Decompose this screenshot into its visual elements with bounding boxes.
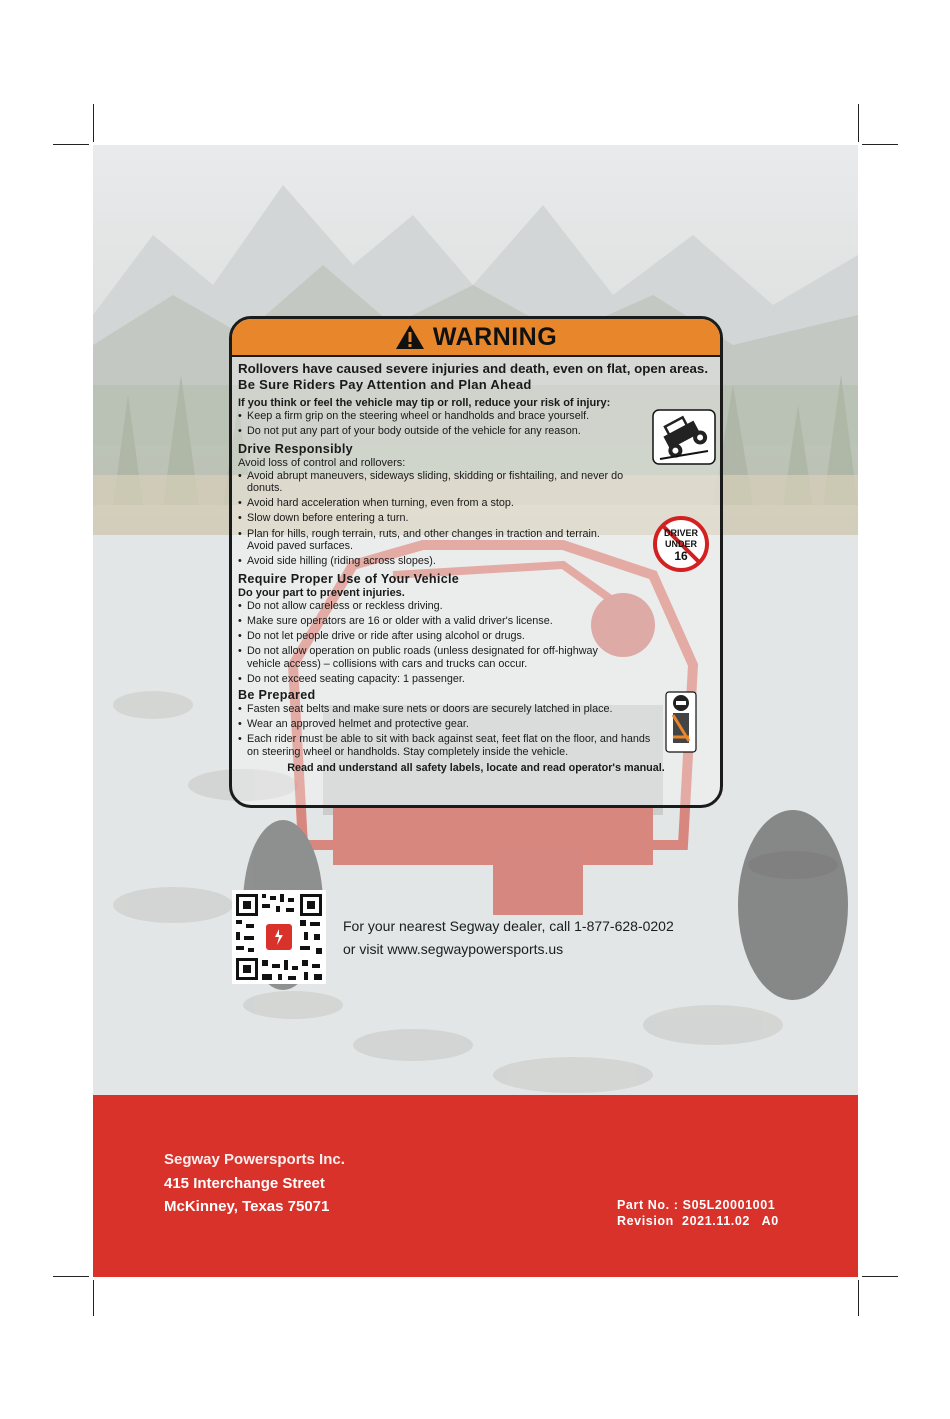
crop-mark bbox=[858, 1280, 859, 1316]
warning-header bbox=[232, 319, 720, 357]
dealer-phone-line: For your nearest Segway dealer, call 1-877-628-0202 bbox=[343, 918, 674, 934]
crop-mark bbox=[93, 1280, 94, 1316]
warning-body bbox=[232, 357, 720, 774]
list-item: • Make sure operators are 16 or older with a valid driver's license. bbox=[238, 615, 628, 628]
company-name: Segway Powersports Inc. bbox=[164, 1151, 345, 1168]
list-item: • Slow down before entering a turn. bbox=[238, 512, 658, 525]
no-driver-under-16-icon bbox=[652, 515, 710, 573]
list-item: • Do not allow operation on public roads (unless designated for off-highway vehicle access) – collisions with cars and trucks can occur. bbox=[238, 645, 628, 670]
qr-code[interactable] bbox=[232, 890, 326, 984]
section-intro-require: Do your part to prevent injuries. bbox=[238, 586, 405, 599]
helmet-seatbelt-icon bbox=[665, 691, 697, 753]
crop-mark bbox=[862, 1276, 898, 1277]
company-address bbox=[164, 1148, 345, 1219]
warning-subheading: Be Sure Riders Pay Attention and Plan Ahead bbox=[238, 377, 532, 392]
list-item: • Do not exceed seating capacity: 1 passenger. bbox=[238, 673, 628, 686]
list-item: • Avoid side hilling (riding across slopes). bbox=[238, 555, 658, 568]
list-item: • Avoid hard acceleration when turning, even from a stop. bbox=[238, 497, 658, 510]
crop-mark bbox=[93, 104, 94, 142]
crop-mark bbox=[858, 104, 859, 142]
dealer-website-line[interactable]: or visit www.segwaypowersports.us bbox=[343, 941, 564, 957]
list-item: • Plan for hills, rough terrain, ruts, and other changes in traction and terrain. Avoid paved surfaces. bbox=[238, 528, 622, 553]
list-item: • Each rider must be able to sit with back against seat, feet flat on the floor, and hands on steering wheel or handholds. Stay completely inside the vehicle. bbox=[238, 733, 658, 758]
driver-sign-line3: 16 bbox=[674, 549, 688, 563]
section-intro-drive: Avoid loss of control and rollovers: bbox=[238, 456, 406, 469]
crop-mark bbox=[862, 144, 898, 145]
section-heading-drive: Drive Responsibly bbox=[238, 441, 353, 456]
list-item: • Do not allow careless or reckless driving. bbox=[238, 600, 628, 613]
warning-lead: Rollovers have caused severe injuries and death, even on flat, open areas. bbox=[238, 361, 709, 376]
company-street: 415 Interchange Street bbox=[164, 1174, 325, 1192]
company-city: McKinney, Texas 75071 bbox=[164, 1198, 330, 1215]
driver-sign-line2: UNDER bbox=[664, 539, 698, 549]
revision: Revision 2021.11.02 A0 bbox=[617, 1214, 779, 1228]
warning-footer: Read and understand all safety labels, locate and read operator's manual. bbox=[287, 762, 665, 775]
warning-intro: If you think or feel the vehicle may tip or roll, reduce your risk of injury: bbox=[238, 397, 611, 409]
crop-mark bbox=[53, 1276, 89, 1277]
section-heading-prepared: Be Prepared bbox=[238, 687, 316, 702]
list-item: • Do not put any part of your body outside of the vehicle for any reason. bbox=[238, 425, 633, 438]
driver-sign-line1: DRIVER bbox=[663, 528, 699, 538]
warning-title: WARNING bbox=[432, 322, 558, 351]
section-heading-require: Require Proper Use of Your Vehicle bbox=[238, 571, 460, 586]
list-item: • Do not let people drive or ride after using alcohol or drugs. bbox=[238, 630, 628, 643]
part-number: Part No. : S05L20001001 bbox=[617, 1198, 776, 1212]
part-info bbox=[617, 1197, 779, 1229]
list-item: • Wear an approved helmet and protective gear. bbox=[238, 718, 658, 731]
list-item: • Avoid abrupt maneuvers, sideways sliding, skidding or fishtailing, and never do donuts. bbox=[238, 470, 658, 495]
list-item: • Fasten seat belts and make sure nets or doors are securely latched in place. bbox=[238, 703, 658, 716]
list-item: • Keep a firm grip on the steering wheel or handholds and brace yourself. bbox=[238, 410, 633, 423]
dealer-contact bbox=[343, 915, 674, 961]
warning-triangle-icon bbox=[395, 324, 425, 350]
crop-mark bbox=[53, 144, 89, 145]
rollover-icon bbox=[652, 409, 716, 465]
warning-label bbox=[229, 316, 723, 808]
